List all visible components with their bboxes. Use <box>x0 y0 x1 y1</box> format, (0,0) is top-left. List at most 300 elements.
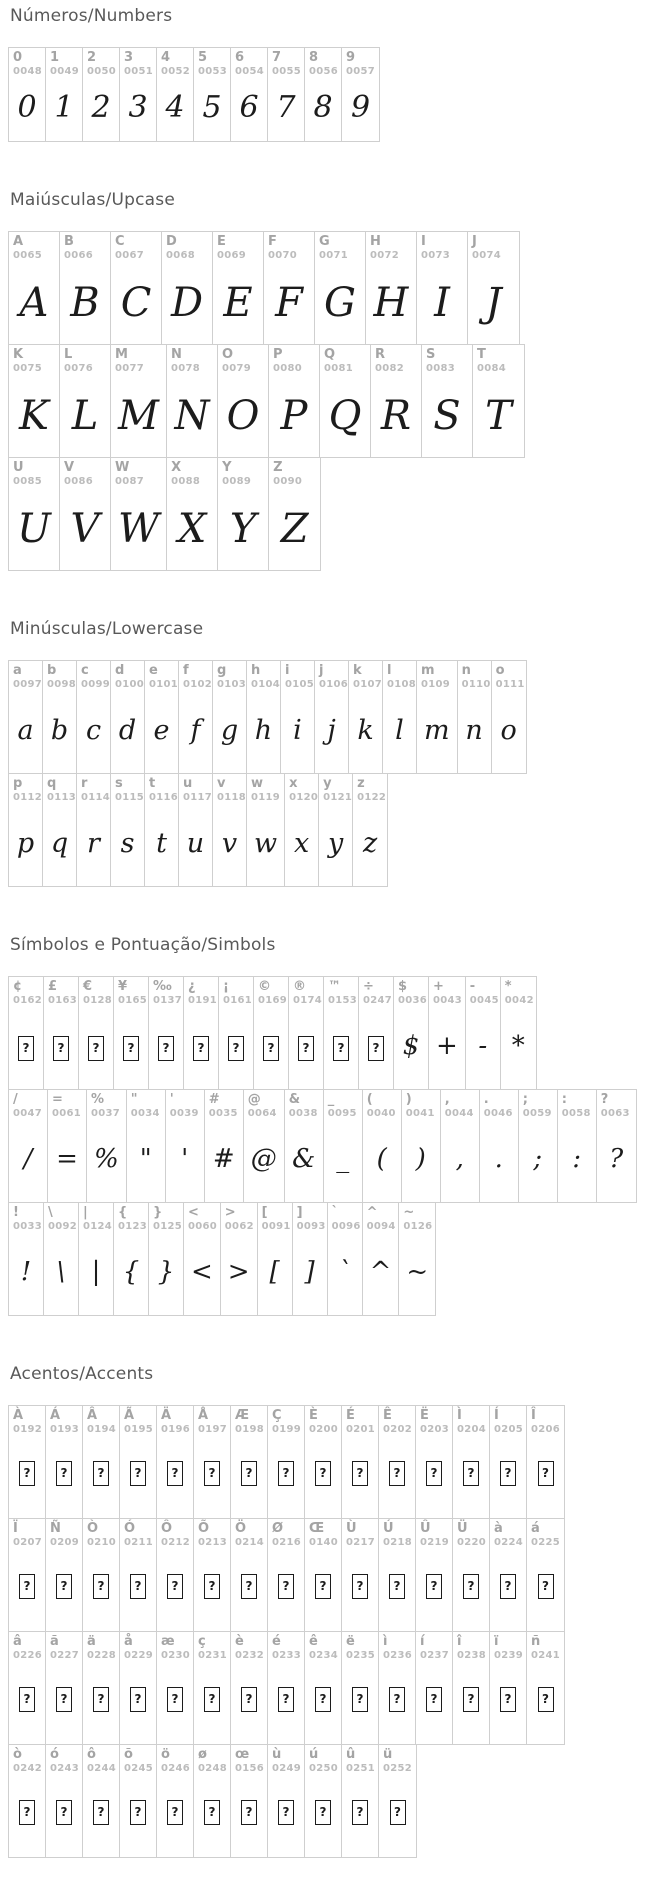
glyph-preview <box>19 1800 35 1825</box>
glyph-preview: z <box>363 827 378 859</box>
char-label <box>64 461 93 487</box>
char-label <box>457 1409 486 1435</box>
glyph-preview <box>241 1687 257 1712</box>
char-name: t <box>149 776 156 791</box>
glyph-preview: x <box>294 827 310 859</box>
char-label <box>328 1093 357 1119</box>
missing-glyph-icon: ? <box>19 1687 35 1712</box>
char-name: ] <box>296 1205 303 1220</box>
missing-glyph-icon: ? <box>167 1687 183 1712</box>
char-name: ¢ <box>13 979 23 994</box>
char-label <box>161 51 190 77</box>
glyph-preview: + <box>436 1031 458 1061</box>
char-label <box>484 1093 513 1119</box>
char-label <box>273 348 302 374</box>
char-code: 0118 <box>217 791 247 803</box>
char-label <box>13 348 42 374</box>
char-label <box>297 1206 326 1232</box>
char-label <box>124 1635 153 1661</box>
char-code: 0125 <box>153 1220 183 1232</box>
char-label <box>309 1635 338 1661</box>
char-label <box>262 1206 291 1232</box>
char-label <box>50 1748 79 1774</box>
char-name: í <box>420 1634 425 1649</box>
glyph-preview <box>389 1461 405 1486</box>
char-code: 0191 <box>188 994 218 1006</box>
glyph-preview <box>352 1461 368 1486</box>
glyph-preview <box>56 1574 72 1599</box>
char-name: Ì <box>457 1408 462 1423</box>
glyph-preview: p <box>16 827 35 859</box>
char-name: ` <box>331 1205 339 1220</box>
char-code: 0119 <box>251 791 281 803</box>
char-label <box>48 980 77 1006</box>
char-code: 0089 <box>222 475 252 487</box>
char-label <box>81 777 110 803</box>
glyph-preview <box>204 1687 220 1712</box>
char-name: À <box>13 1408 24 1423</box>
char-label <box>420 1635 449 1661</box>
glyph-preview: \ <box>56 1257 66 1287</box>
char-label <box>115 664 144 690</box>
char-cell-0125 <box>149 1203 184 1315</box>
char-label <box>445 1093 474 1119</box>
char-code: 0230 <box>161 1649 191 1661</box>
glyph-preview <box>228 1031 244 1061</box>
char-label <box>198 1635 227 1661</box>
missing-glyph-icon: ? <box>315 1687 331 1712</box>
char-name: L <box>64 347 73 362</box>
missing-glyph-icon: ? <box>241 1574 257 1599</box>
glyph-preview <box>167 1461 183 1486</box>
glyph-preview: e <box>153 714 170 746</box>
char-name: Ù <box>346 1521 357 1536</box>
char-cell-0106 <box>315 661 349 773</box>
glyph-preview: w <box>254 827 278 859</box>
char-cell-0088 <box>167 458 218 570</box>
char-label <box>235 1635 264 1661</box>
missing-glyph-icon: ? <box>389 1574 405 1599</box>
char-code: 0066 <box>64 249 94 261</box>
char-name: > <box>224 1205 236 1220</box>
missing-glyph-icon: ? <box>130 1461 146 1486</box>
char-label <box>209 1093 238 1119</box>
char-name: < <box>188 1205 199 1220</box>
glyph-preview: 9 <box>350 89 371 125</box>
char-code: 0205 <box>494 1423 524 1435</box>
char-label <box>363 980 392 1006</box>
char-code: 0241 <box>531 1649 561 1661</box>
char-code: 0195 <box>124 1423 154 1435</box>
char-row <box>8 1089 637 1203</box>
char-label <box>421 235 450 261</box>
missing-glyph-icon: ? <box>463 1461 479 1486</box>
char-name: ô <box>87 1747 96 1762</box>
glyph-preview <box>463 1687 479 1712</box>
char-label <box>47 777 76 803</box>
char-code: 0244 <box>87 1762 117 1774</box>
char-name: 8 <box>309 50 319 65</box>
glyph-preview: ( <box>376 1144 387 1174</box>
char-name: ú <box>309 1747 319 1762</box>
char-name: ‰ <box>153 979 172 994</box>
char-label <box>198 1409 227 1435</box>
glyph-preview: i <box>293 714 302 746</box>
char-cell-0219 <box>416 1519 453 1631</box>
char-label <box>426 348 455 374</box>
glyph-preview: l <box>395 714 404 746</box>
char-cell-0200 <box>305 1406 342 1518</box>
glyph-preview: $ <box>402 1031 420 1061</box>
char-cell-0036 <box>394 977 429 1089</box>
glyph-preview: r <box>87 827 100 859</box>
char-code: 0108 <box>387 678 417 690</box>
glyph-preview: N <box>174 393 210 439</box>
glyph-preview: v <box>221 827 238 859</box>
char-code: 0202 <box>383 1423 413 1435</box>
char-name: Ö <box>235 1521 247 1536</box>
char-cell-0194 <box>83 1406 120 1518</box>
glyph-preview: A <box>19 280 49 326</box>
char-name: : <box>561 1092 567 1107</box>
missing-glyph-icon: ? <box>167 1461 183 1486</box>
char-name: $ <box>398 979 408 994</box>
char-code: 0198 <box>235 1423 265 1435</box>
char-code: 0209 <box>50 1536 80 1548</box>
char-cell-0120 <box>285 774 319 886</box>
char-code: 0234 <box>309 1649 339 1661</box>
char-code: 0103 <box>217 678 247 690</box>
glyph-preview: Z <box>280 506 309 552</box>
char-code: 0038 <box>288 1107 318 1119</box>
glyph-preview: F <box>275 280 303 326</box>
char-label <box>222 348 251 374</box>
missing-glyph-icon: ? <box>426 1574 442 1599</box>
glyph-preview: ^ <box>369 1257 392 1287</box>
char-name: N <box>170 347 182 362</box>
char-code: 0090 <box>273 475 303 487</box>
glyph-preview: X <box>177 506 207 552</box>
char-cell-0044 <box>441 1090 480 1202</box>
char-name: X <box>171 460 182 475</box>
char-code: 0226 <box>13 1649 43 1661</box>
char-name: i <box>285 663 290 678</box>
char-code: 0058 <box>561 1107 591 1119</box>
glyph-preview <box>426 1574 442 1599</box>
missing-glyph-icon: ? <box>228 1036 244 1061</box>
char-label <box>601 1093 630 1119</box>
char-code: 0067 <box>115 249 145 261</box>
char-cell-0162 <box>9 977 44 1089</box>
char-cell-0118 <box>213 774 247 886</box>
glyph-preview: < <box>191 1257 213 1287</box>
char-label <box>367 1206 396 1232</box>
char-name: = <box>52 1092 63 1107</box>
glyph-preview: 1 <box>54 89 74 125</box>
glyph-preview: M <box>118 393 159 439</box>
char-label <box>87 51 116 77</box>
glyph-preview <box>463 1461 479 1486</box>
char-label <box>421 664 450 690</box>
char-code: 0169 <box>258 994 288 1006</box>
char-cell-0068 <box>162 232 213 344</box>
char-cell-0232 <box>231 1632 268 1744</box>
char-code: 0075 <box>13 362 43 374</box>
char-cell-0057 <box>342 48 379 141</box>
glyph-preview <box>500 1574 516 1599</box>
char-code: 0060 <box>188 1220 218 1232</box>
missing-glyph-icon: ? <box>390 1800 406 1825</box>
char-code: 0233 <box>272 1649 302 1661</box>
char-name: ¿ <box>188 979 196 994</box>
char-label <box>235 1522 264 1548</box>
char-code: 0243 <box>50 1762 80 1774</box>
char-cell-0071 <box>315 232 366 344</box>
missing-glyph-icon: ? <box>500 1687 516 1712</box>
missing-glyph-icon: ? <box>352 1461 368 1486</box>
glyph-preview: C <box>120 280 152 326</box>
glyph-preview: ' <box>181 1144 189 1174</box>
char-code: 0196 <box>161 1423 191 1435</box>
missing-glyph-icon: ? <box>88 1036 104 1061</box>
char-cell-0056 <box>305 48 342 141</box>
char-name: ! <box>13 1205 19 1220</box>
char-code: 0203 <box>420 1423 450 1435</box>
char-name: Í <box>494 1408 499 1423</box>
char-code: 0249 <box>272 1762 302 1774</box>
char-code: 0220 <box>457 1536 487 1548</box>
glyph-preview <box>130 1461 146 1486</box>
glyph-preview: = <box>56 1144 78 1174</box>
missing-glyph-icon: ? <box>315 1461 331 1486</box>
char-cell-0224 <box>490 1519 527 1631</box>
char-name: Ô <box>161 1521 173 1536</box>
char-cell-0050 <box>83 48 120 141</box>
glyph-preview: Q <box>328 393 362 439</box>
char-code: 0207 <box>13 1536 43 1548</box>
char-code: 0100 <box>115 678 145 690</box>
char-code: 0073 <box>421 249 451 261</box>
char-name: 2 <box>87 50 97 65</box>
char-code: 0163 <box>48 994 78 1006</box>
char-cell-0242 <box>9 1745 46 1857</box>
char-cell-0153 <box>324 977 359 1089</box>
glyph-preview <box>193 1031 209 1061</box>
glyph-preview: S <box>433 393 461 439</box>
glyph-preview <box>241 1574 257 1599</box>
char-code: 0096 <box>331 1220 361 1232</box>
char-code: 0106 <box>319 678 349 690</box>
char-label <box>309 51 338 77</box>
char-cell-0199 <box>268 1406 305 1518</box>
char-cell-0210 <box>83 1519 120 1631</box>
glyph-preview <box>278 1687 294 1712</box>
char-label <box>383 1522 412 1548</box>
char-label <box>198 51 227 77</box>
char-name: } <box>153 1205 163 1220</box>
glyph-preview: H <box>373 280 409 326</box>
char-code: 0041 <box>405 1107 435 1119</box>
glyph-preview <box>241 1461 257 1486</box>
char-name: G <box>319 234 330 249</box>
missing-glyph-icon: ? <box>193 1036 209 1061</box>
char-name: ; <box>522 1092 528 1107</box>
glyph-preview: P <box>280 393 308 439</box>
glyph-preview <box>56 1461 72 1486</box>
glyph-preview <box>167 1574 183 1599</box>
char-name: ¥ <box>118 979 128 994</box>
glyph-preview <box>19 1687 35 1712</box>
glyph-preview: t <box>156 827 167 859</box>
char-cell-0201 <box>342 1406 379 1518</box>
char-cell-0064 <box>244 1090 285 1202</box>
char-name: b <box>47 663 57 678</box>
missing-glyph-icon: ? <box>56 1461 72 1486</box>
char-name: * <box>504 979 512 994</box>
char-label <box>161 1748 190 1774</box>
char-label <box>309 1748 338 1774</box>
char-cell-0202 <box>379 1406 416 1518</box>
char-name: j <box>319 663 324 678</box>
char-name: c <box>81 663 89 678</box>
char-code: 0052 <box>161 65 191 77</box>
char-name: Õ <box>198 1521 210 1536</box>
char-label <box>370 235 399 261</box>
char-label <box>353 664 382 690</box>
glyph-preview: ) <box>415 1144 426 1174</box>
char-cell-0080 <box>269 345 320 457</box>
glyph-preview <box>368 1031 384 1061</box>
char-cell-0061 <box>48 1090 87 1202</box>
glyph-preview: n <box>465 714 483 746</box>
glyph-preview: d <box>118 714 137 746</box>
glyph-preview <box>352 1687 368 1712</box>
glyph-preview: 5 <box>202 89 222 125</box>
char-code: 0120 <box>289 791 319 803</box>
char-cell-0105 <box>281 661 315 773</box>
char-label <box>235 1409 264 1435</box>
missing-glyph-icon: ? <box>315 1800 331 1825</box>
char-code: 0237 <box>420 1649 450 1661</box>
missing-glyph-icon: ? <box>204 1800 220 1825</box>
char-name: Ñ <box>50 1521 61 1536</box>
char-code: 0033 <box>13 1220 43 1232</box>
char-row <box>8 1631 565 1745</box>
char-code: 0072 <box>370 249 400 261</box>
char-label <box>383 1748 412 1774</box>
char-code: 0050 <box>87 65 117 77</box>
char-label <box>289 1093 318 1119</box>
char-label <box>124 1409 153 1435</box>
missing-glyph-icon: ? <box>241 1461 257 1486</box>
char-code: 0229 <box>124 1649 154 1661</box>
char-label <box>13 1635 42 1661</box>
char-name: M <box>115 347 128 362</box>
glyph-preview <box>315 1687 331 1712</box>
char-cell-0085 <box>9 458 60 570</box>
char-name: f <box>183 663 189 678</box>
char-code: 0055 <box>272 65 302 77</box>
char-label <box>198 1748 227 1774</box>
char-name: Ë <box>420 1408 429 1423</box>
char-cell-0091 <box>258 1203 293 1315</box>
char-name: å <box>124 1634 133 1649</box>
glyph-preview: { <box>122 1257 140 1287</box>
char-code: 0116 <box>149 791 179 803</box>
glyph-preview: , <box>455 1144 464 1174</box>
char-cell-0244 <box>83 1745 120 1857</box>
glyph-preview: o <box>500 714 517 746</box>
char-label <box>319 664 348 690</box>
missing-glyph-icon: ? <box>278 1461 294 1486</box>
char-cell-0107 <box>349 661 383 773</box>
char-name: ë <box>346 1634 355 1649</box>
char-label <box>149 664 178 690</box>
char-name: Ã <box>124 1408 135 1423</box>
missing-glyph-icon: ? <box>389 1461 405 1486</box>
char-label <box>87 1409 116 1435</box>
char-cell-0233 <box>268 1632 305 1744</box>
char-code: 0110 <box>461 678 491 690</box>
missing-glyph-icon: ? <box>53 1036 69 1061</box>
char-cell-0090 <box>269 458 320 570</box>
char-label <box>323 777 352 803</box>
char-label <box>64 235 93 261</box>
char-name: œ <box>235 1747 250 1762</box>
char-name: £ <box>48 979 58 994</box>
glyph-preview: O <box>226 393 260 439</box>
char-label <box>496 664 525 690</box>
char-code: 0216 <box>272 1536 302 1548</box>
char-label <box>248 1093 277 1119</box>
char-name: Ü <box>457 1521 468 1536</box>
char-code: 0051 <box>124 65 154 77</box>
glyph-preview <box>93 1574 109 1599</box>
glyph-preview <box>315 1800 331 1825</box>
char-name: î <box>457 1634 462 1649</box>
char-name: I <box>421 234 426 249</box>
char-name: [ <box>261 1205 268 1220</box>
char-name: R <box>374 347 385 362</box>
char-name: 5 <box>198 50 208 65</box>
char-name: n <box>461 663 471 678</box>
char-label <box>346 51 375 77</box>
char-label <box>367 1093 396 1119</box>
char-code: 0174 <box>293 994 323 1006</box>
char-name: 0 <box>13 50 23 65</box>
char-cell-0246 <box>157 1745 194 1857</box>
char-label <box>268 235 297 261</box>
char-code: 0087 <box>115 475 145 487</box>
glyph-preview <box>93 1687 109 1712</box>
char-code: 0228 <box>87 1649 117 1661</box>
char-cell-0241 <box>527 1632 564 1744</box>
char-cell-0096 <box>328 1203 363 1315</box>
glyph-preview: 2 <box>91 89 111 125</box>
char-label <box>87 1522 116 1548</box>
char-code: 0036 <box>398 994 428 1006</box>
char-label <box>91 1093 120 1119</box>
char-code: 0080 <box>272 362 303 374</box>
char-code: 0071 <box>319 249 349 261</box>
char-label <box>387 664 416 690</box>
char-cell-0251 <box>342 1745 379 1857</box>
char-name: + <box>433 979 444 994</box>
char-name: J <box>472 234 477 249</box>
section-title-lowercase: Minúsculas/Lowercase <box>10 619 204 639</box>
char-label <box>324 348 353 374</box>
char-label <box>198 1522 227 1548</box>
